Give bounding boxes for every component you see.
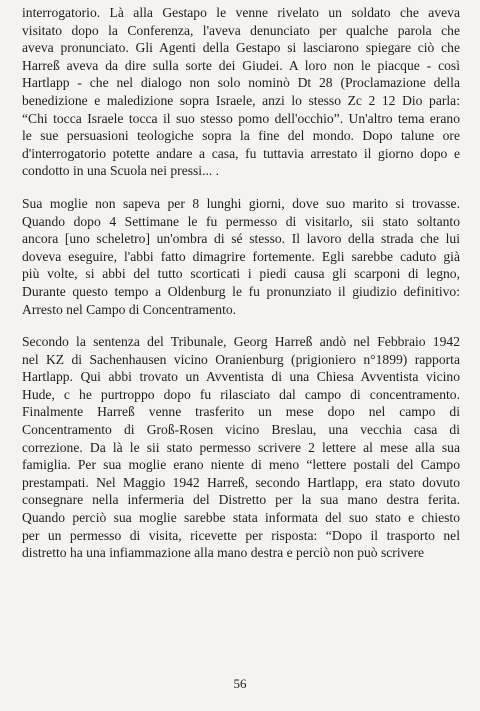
text-line: benedizione e maledizione sopra Israele, anzi lo stesso Zc 2 12 Dio parla: bbox=[22, 92, 460, 108]
paragraph-2 bbox=[22, 195, 460, 318]
text-line: Sua moglie non sapeva per 8 lunghi giorni, dove suo marito si trovasse. bbox=[22, 195, 460, 211]
text-line: condotto in una Scuola nei pressi... . bbox=[22, 163, 220, 179]
text-line: doveva eseguire, l'abbi fatto dimagrire fortemente. Egli sarebbe caduto già bbox=[22, 248, 460, 264]
text-line: Harreß aveva da dire sulla sorte dei Giudei. A loro non le piacque - così bbox=[22, 57, 460, 73]
text-line: Hartlapp - che nel dialogo non solo nominò Dt 28 (Proclamazione della bbox=[22, 75, 460, 91]
text-line: Hartlapp. Qui abbi trovato un Avventista di una Chiesa Avventista vicino bbox=[22, 369, 460, 385]
text-line: visitato dopo la Conferenza, l'aveva denunciato per qualche parola che bbox=[22, 22, 460, 38]
text-line: d'interrogatorio potette andare a casa, fu tuttavia arrestato il giorno dopo e bbox=[22, 145, 460, 161]
paragraph-1 bbox=[22, 4, 460, 180]
text-line: famiglia. Per sua moglie erano niente di meno “lettere postali del Campo bbox=[22, 457, 460, 473]
text-line: distretto ha una infiammazione alla mano destra e perciò non può scrivere bbox=[22, 545, 424, 561]
text-line: Finalmente Harreß venne trasferito un mese dopo nel campo di bbox=[22, 404, 460, 420]
text-line: aveva pronunciato. Gli Agenti della Gestapo si lasciarono spiegare ciò che bbox=[22, 40, 460, 56]
body-text bbox=[22, 4, 460, 562]
text-line: Arresto nel Campo di Concentramento. bbox=[22, 301, 237, 317]
text-line: Quando perciò sua moglie sarebbe stata informata del suo stato e chiesto bbox=[22, 510, 460, 526]
text-line: Concentramento di Groß-Rosen vicino Breslau, una vecchia casa di bbox=[22, 422, 460, 438]
text-line: Secondo la sentenza del Tribunale, Georg Harreß andò nel Febbraio 1942 bbox=[22, 334, 460, 350]
text-line: più volte, si abbi del tutto scorticati i piedi causa gli scarponi di legno, bbox=[22, 266, 460, 282]
page-number: 56 bbox=[233, 676, 247, 691]
paragraph-3 bbox=[22, 333, 460, 562]
text-line: “Chi tocca Israele tocca il suo stesso pomo dell'occhio”. Un'altro tema erano bbox=[22, 110, 460, 126]
text-line: ancora [uno scheletro] un'ombra di sé stesso. Il lavoro della strada che lui bbox=[22, 231, 460, 247]
text-line: Quando dopo 4 Settimane le fu permesso di visitarlo, sii stato soltanto bbox=[22, 213, 460, 229]
text-line: interrogatorio. Là alla Gestapo le venne rivelato un soldato che aveva bbox=[22, 5, 460, 20]
text-line: Durante questo tempo a Oldenburg le fu pronunziato il giudizio definitivo: bbox=[22, 283, 460, 299]
text-line: nel KZ di Sachenhausen vicino Oranienburg (prigioniero n°1899) rapporta bbox=[22, 351, 460, 367]
text-line: per un permesso di visita, ricevette per risposta: “Dopo il trasporto nel bbox=[22, 527, 460, 543]
text-line: Hude, c he purtroppo dopo fu rilasciato dal campo di concentramento. bbox=[22, 386, 460, 402]
text-line: correzione. Da là le sii stato permesso scrivere 2 lettere al mese alla sua bbox=[22, 439, 460, 455]
text-line: consegnare nella infermeria del Distretto per la sua mano destra ferita. bbox=[22, 492, 460, 508]
text-line: le sue persuasioni teologiche sopra la fine del mondo. Dopo talune ore bbox=[22, 128, 460, 144]
text-line: prestampati. Nel Maggio 1942 Harreß, secondo Hartlapp, era stato dovuto bbox=[22, 474, 460, 490]
